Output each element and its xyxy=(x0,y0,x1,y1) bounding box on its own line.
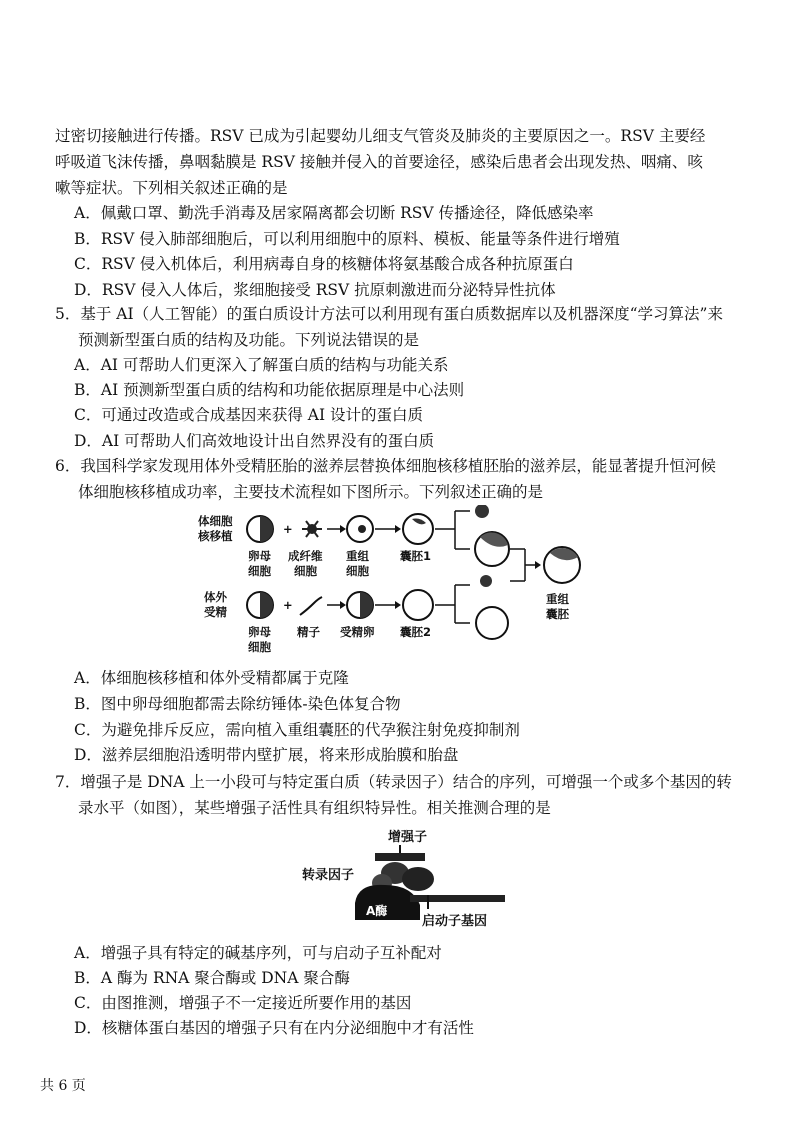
q5-stem-line-2: 预测新型蛋白质的结构及功能。下列说法错误的是 xyxy=(78,331,420,349)
enzyme-label: A酶 xyxy=(366,904,388,918)
row1-label-a: 体细胞 xyxy=(198,514,233,528)
q4-option-c: C．RSV 侵入机体后，利用病毒自身的核糖体将氨基酸合成各种抗原蛋白 xyxy=(74,255,574,273)
q7-option-a: A．增强子具有特定的碱基序列，可与启动子互补配对 xyxy=(74,944,442,962)
q4-stem-line-1: 过密切接触进行传播。RSV 已成为引起婴幼儿细支气管炎及肺炎的主要原因之一。RSV 主要经 xyxy=(55,127,706,145)
q7-option-d: D．核糖体蛋白基因的增强子只有在内分泌细胞中才有活性 xyxy=(74,1019,474,1037)
q5-option-c: C．可通过改造或合成基因来获得 AI 设计的蛋白质 xyxy=(74,406,424,424)
q5-option-d: D．AI 可帮助人们高效地设计出自然界没有的蛋白质 xyxy=(74,432,435,450)
gene-dna xyxy=(410,895,505,902)
oocyte-1-label-b: 细胞 xyxy=(248,564,271,578)
sperm-label: 精子 xyxy=(297,625,320,639)
inner-cell-mass-1 xyxy=(475,505,489,518)
plus-2: + xyxy=(283,598,293,612)
fibroblast-label-b: 细胞 xyxy=(294,564,317,578)
q4-stem-line-2: 呼吸道飞沫传播，鼻咽黏膜是 RSV 接触并侵入的首要途径，感染后患者会出现发热、咽痛、咳 xyxy=(55,153,703,171)
blastocyst-1-label: 囊胚1 xyxy=(400,549,432,563)
blastocyst-2 xyxy=(403,590,433,620)
oocyte-2-label-a: 卵母 xyxy=(248,625,271,639)
oocyte-1-shade xyxy=(260,516,273,542)
q7-option-c: C．由图推测，增强子不一定接近所要作用的基因 xyxy=(74,994,412,1012)
enhancer-diagram xyxy=(300,825,510,935)
q4-option-a: A．佩戴口罩、勤洗手消毒及居家隔离都会切断 RSV 传播途径，降低感染率 xyxy=(74,204,594,222)
blastocyst-1 xyxy=(403,514,433,544)
q6-option-a: A．体细胞核移植和体外受精都属于克隆 xyxy=(74,669,349,687)
row2-label-b: 受精 xyxy=(204,605,227,619)
q5-stem-line-1: 5．基于 AI（人工智能）的蛋白质设计方法可以利用现有蛋白质数据库以及机器深度“学习算法”来 xyxy=(55,305,723,323)
q5-option-a: A．AI 可帮助人们更深入了解蛋白质的结构与功能关系 xyxy=(74,356,449,374)
inner-cell-mass-2 xyxy=(480,575,492,587)
q7-option-b: B．A 酶为 RNA 聚合酶或 DNA 聚合酶 xyxy=(74,969,350,987)
recombined-blastocyst-label-a: 重组 xyxy=(546,592,569,606)
tf-blob-2 xyxy=(402,867,434,891)
q6-option-c: C．为避免排斥反应，需向植入重组囊胚的代孕猴注射免疫抑制剂 xyxy=(74,721,520,739)
enhancer-label: 增强子 xyxy=(388,830,428,845)
tf-label: 转录因子 xyxy=(302,868,355,883)
oocyte-1-label-a: 卵母 xyxy=(248,549,271,563)
zygote-label: 受精卵 xyxy=(340,625,375,639)
q6-stem-line-2: 体细胞核移植成功率，主要技术流程如下图所示。下列叙述正确的是 xyxy=(78,483,544,501)
blastocyst-2-label: 囊胚2 xyxy=(400,625,432,639)
q7-stem-line-2: 录水平（如图），某些增强子活性具有组织特异性。相关推测合理的是 xyxy=(78,799,551,817)
fibroblast-label-a: 成纤维 xyxy=(288,549,323,563)
fibroblast-icon xyxy=(302,521,322,537)
q4-option-d: D．RSV 侵入人体后，浆细胞接受 RSV 抗原刺激进而分泌特异性抗体 xyxy=(74,281,556,299)
q7-stem-line-1: 7．增强子是 DNA 上一小段可与特定蛋白质（转录因子）结合的序列，可增强一个或多个基因的转 xyxy=(55,773,732,791)
enzyme-shape xyxy=(355,885,420,920)
plus-1: + xyxy=(283,522,293,536)
trophoblast-shell-2 xyxy=(476,607,508,639)
oocyte-2-label-b: 细胞 xyxy=(248,640,271,654)
sperm-icon xyxy=(300,597,322,615)
recombined-cell-label-b: 细胞 xyxy=(346,564,369,578)
page-footer: 共 6 页 xyxy=(40,1078,86,1094)
recombined-blastocyst-label-b: 囊胚 xyxy=(546,607,569,621)
q6-option-b: B．图中卵母细胞都需去除纺锤体-染色体复合物 xyxy=(74,695,401,713)
enhancer-dna xyxy=(375,853,425,861)
row2-label-a: 体外 xyxy=(204,590,227,604)
row1-label-b: 核移植 xyxy=(198,529,233,543)
q4-option-b: B．RSV 侵入肺部细胞后，可以利用细胞中的原料、模板、能量等条件进行增殖 xyxy=(74,230,620,248)
q6-stem-line-1: 6．我国科学家发现用体外受精胚胎的滋养层替换体细胞核移植胚胎的滋养层，能显著提升恒河候 xyxy=(55,457,716,475)
ivf-scnt-diagram xyxy=(190,505,610,665)
recombined-cell-label-a: 重组 xyxy=(346,549,369,563)
q4-stem-line-3: 嗽等症状。下列相关叙述正确的是 xyxy=(55,179,288,197)
q6-option-d: D．滋养层细胞沿透明带内壁扩展，将来形成胎膜和胎盘 xyxy=(74,746,459,764)
promoter-gene-label: 启动子基因 xyxy=(422,914,488,929)
q5-option-b: B．AI 预测新型蛋白质的结构和功能依据原理是中心法则 xyxy=(74,381,465,399)
